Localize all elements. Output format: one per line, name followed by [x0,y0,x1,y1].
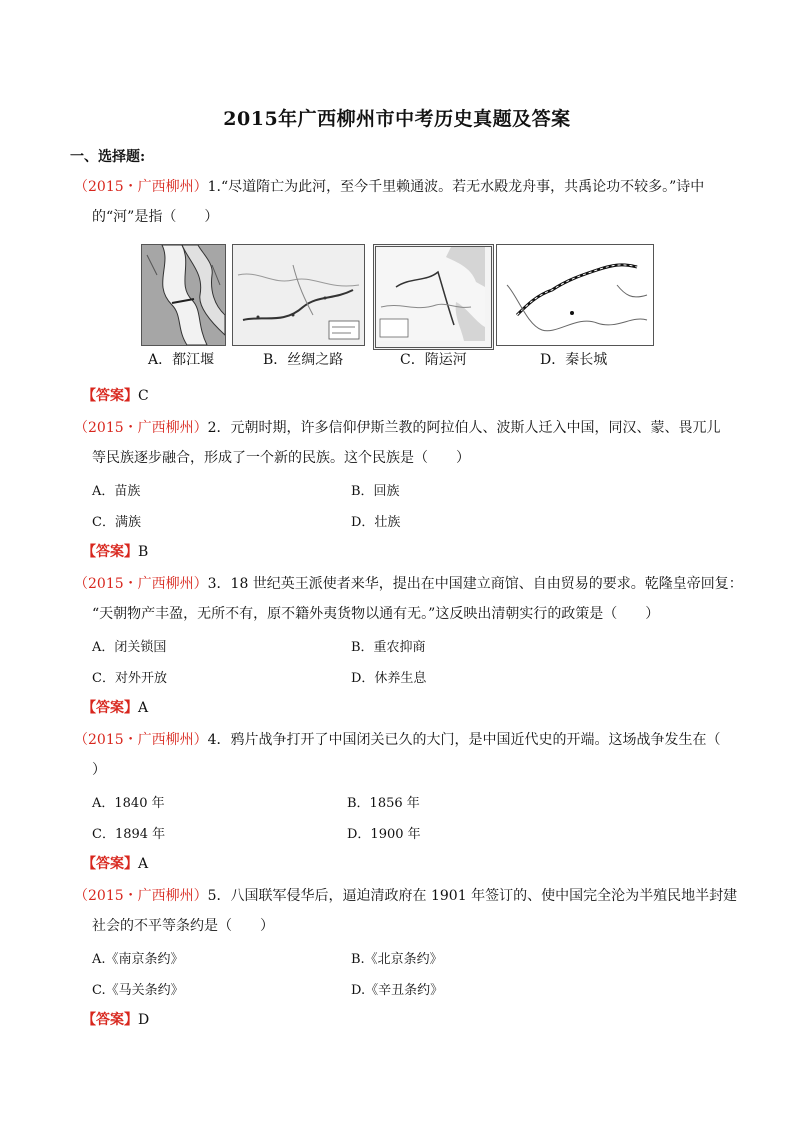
question-1-option-b: B．丝绸之路 [263,352,344,368]
map-sui-canal [373,244,494,350]
question-1-source: （2015・广西柳州） [74,179,208,195]
question-5-option-a: A.《南京条约》 [92,952,184,967]
question-5-line-2: 社会的不平等条约是（ ） [92,918,274,934]
question-1-option-c: C．隋运河 [400,352,467,368]
question-3-option-b: B．重农抑商 [351,640,426,655]
question-3-line-2: “天朝物产丰盈，无所不有，原不籍外夷货物以通有无。”这反映出清朝实行的政策是（ ） [92,606,660,622]
question-2-source: （2015・广西柳州） [74,420,208,436]
question-1-line-2: 的“河”是指（ ） [92,209,219,225]
question-1-answer: 【答案】C [82,388,149,404]
question-1-option-a: A．都江堰 [148,352,215,368]
question-3-option-a: A．闭关锁国 [92,640,167,655]
question-4-option-a: A．1840 年 [92,796,165,811]
question-2-option-b: B．回族 [351,484,400,499]
question-5-line-1: （2015・广西柳州）5．八国联军侵华后，逼迫清政府在 1901 年签订的、使中国完全沦为半殖民地半封建 [74,888,738,904]
question-4-answer: 【答案】A [82,856,149,872]
page-title: 2015年广西柳州市中考历史真题及答案 [223,108,571,130]
question-2-line-1: （2015・广西柳州）2．元朝时期，许多信仰伊斯兰教的阿拉伯人、波斯人迁入中国，同汉、蒙、畏兀儿 [74,420,721,436]
question-2-line-2: 等民族逐步融合，形成了一个新的民族。这个民族是（ ） [92,450,470,466]
map-silk-road [232,244,365,346]
question-3-option-c: C．对外开放 [92,671,167,686]
question-5-option-d: D.《辛丑条约》 [351,983,444,998]
map-qin-great-wall [496,244,654,346]
question-3-line-1: （2015・广西柳州）3．18 世纪英王派使者来华，提出在中国建立商馆、自由贸易的要求。乾隆皇帝回复： [74,576,743,592]
question-5-option-c: C.《马关条约》 [92,983,184,998]
question-2-option-d: D．壮族 [351,515,401,530]
question-4-option-c: C．1894 年 [92,827,166,842]
question-5-option-b: B.《北京条约》 [351,952,443,967]
question-4-line-1: （2015・广西柳州）4．鸦片战争打开了中国闭关已久的大门，是中国近代史的开端。这场战争发生在（ [74,732,721,748]
question-4-source: （2015・广西柳州） [74,732,208,748]
question-1-line-1: （2015・广西柳州）1.“尽道隋亡为此河，至今千里赖通波。若无水殿龙舟事，共禹论功不较多。”诗中 [74,179,705,195]
question-5-answer: 【答案】D [82,1012,150,1028]
question-5-source: （2015・广西柳州） [74,888,208,904]
question-4-option-b: B．1856 年 [347,796,420,811]
question-3-answer: 【答案】A [82,700,149,716]
question-2-option-c: C．满族 [92,515,141,530]
map-dujiangyan [141,244,226,346]
question-3-source: （2015・广西柳州） [74,576,208,592]
question-2-option-a: A．苗族 [92,484,141,499]
question-1-map-options [141,244,661,346]
section-heading: 一、选择题: [70,149,146,165]
question-3-option-d: D．休养生息 [351,671,427,686]
question-4-line-2: ） [92,762,106,778]
question-1-option-d: D．秦长城 [540,352,608,368]
question-4-option-d: D．1900 年 [347,827,421,842]
question-2-answer: 【答案】B [82,544,149,560]
